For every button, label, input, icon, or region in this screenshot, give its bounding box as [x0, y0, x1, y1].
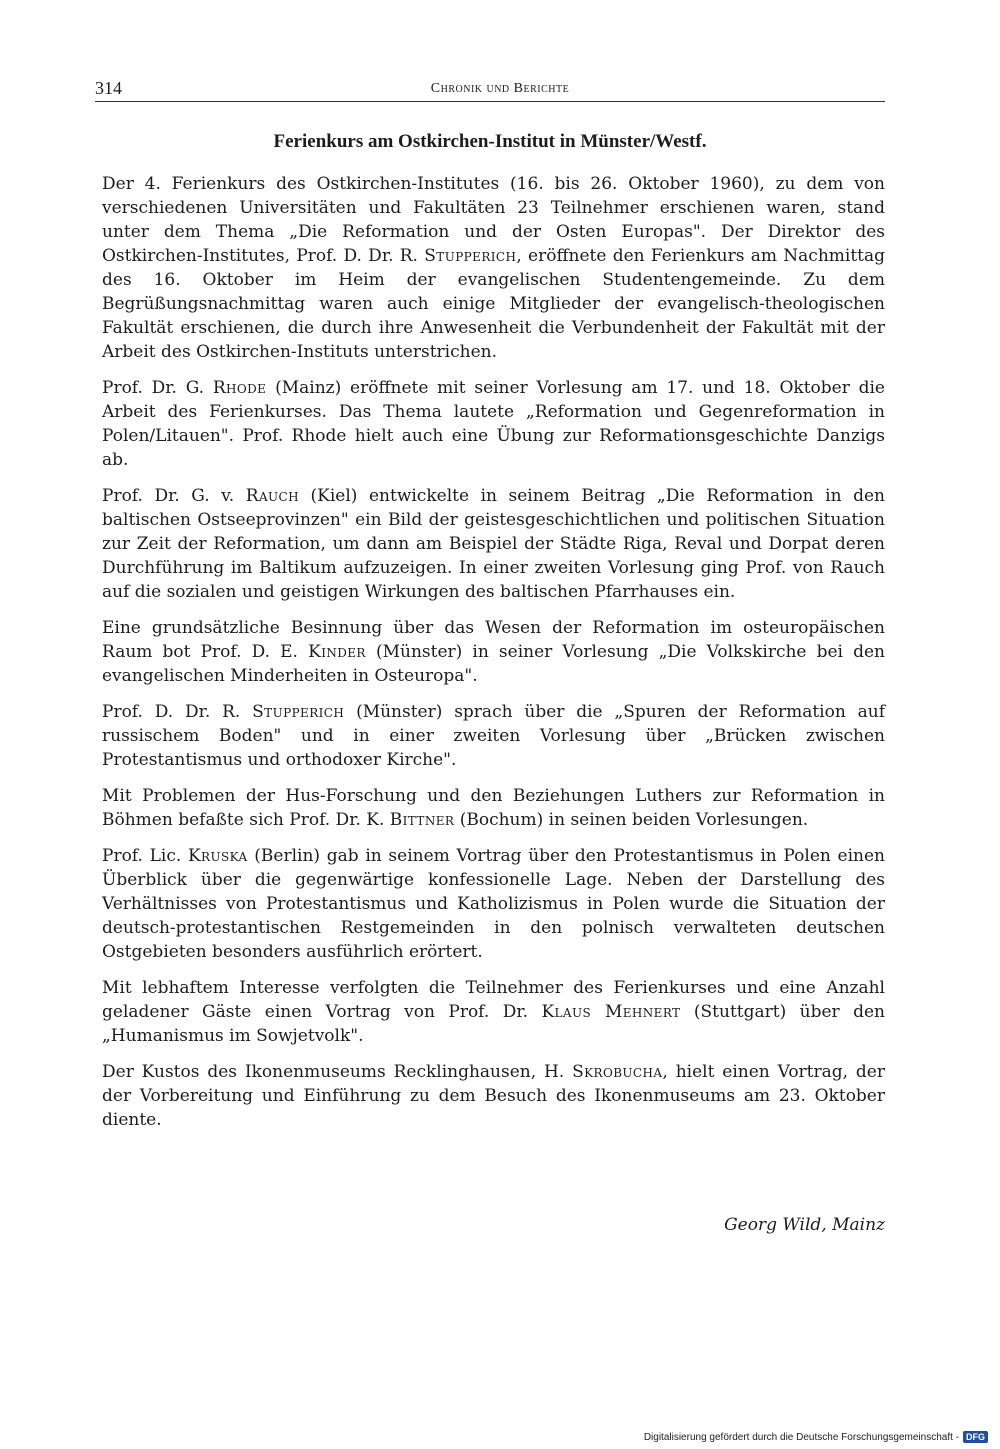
header-rule [95, 101, 885, 102]
page-header [95, 78, 885, 102]
paragraph [102, 172, 885, 364]
paragraph-text: Der 4. Ferienkurs des Ostkirchen-Institutes (16. bis 26. Oktober 1960), zu dem von verschiedenen Universitäten und Fakultäten 23 Teilnehmer erschienen waren, stand unter dem Thema „Die Reformation und der Osten Europas". Der Direktor des Ostkirchen-Institutes, Prof. D. Dr. R. [102, 174, 885, 266]
paragraph [102, 376, 885, 472]
person-name: Skrobucha [572, 1062, 663, 1082]
person-name: Klaus Mehnert [541, 1002, 681, 1022]
paragraph-text: , hielt einen Vortrag, der der Vorbereitung und Einführung zu dem Besuch des Ikonenmuseums am 23. Oktober diente. [102, 1062, 885, 1130]
paragraph-text: Prof. D. Dr. R. [102, 702, 253, 722]
paragraph [102, 976, 885, 1048]
paragraph [102, 616, 885, 688]
person-name: Stupperich [424, 246, 517, 266]
person-name: Bittner [389, 810, 455, 830]
person-name: Rauch [245, 486, 299, 506]
page-footer [644, 1431, 988, 1443]
paragraph [102, 484, 885, 604]
paragraph-text: Mit Problemen der Hus-Forschung und den Beziehungen Luthers zur Reformation in Böhmen befaßte sich Prof. Dr. K. [102, 786, 885, 830]
paragraph-text: (Mainz) eröffnete mit seiner Vorlesung am 17. und 18. Oktober die Arbeit des Ferienkurses. Das Thema lautete „Reformation und Gegenreformation in Polen/Litauen". Prof. Rhode hielt auch eine Übung zur Reformationsgeschichte Danzigs ab. [102, 378, 885, 470]
paragraph-text: (Münster) in seiner Vorlesung „Die Volkskirche bei den evangelischen Minderheiten in Osteuropa". [102, 642, 885, 686]
paragraph-text: Eine grundsätzliche Besinnung über das Wesen der Reformation im osteuropäischen Raum bot Prof. D. E. [102, 618, 885, 662]
paragraph-text: (Stuttgart) über den „Humanismus im Sowjetvolk". [102, 1002, 886, 1046]
running-head: Chronik und Berichte [430, 81, 570, 96]
article-body [102, 172, 885, 1144]
paragraph-text: Prof. Lic. [102, 846, 188, 866]
article-title: Ferienkurs am Ostkirchen-Institut in Münster/Westf. [273, 131, 707, 152]
paragraph-text: (Berlin) gab in seinem Vortrag über den Protestantismus in Polen einen Überblick über die gegenwärtige konfessionelle Lage. Neben der Darstellung des Verhältnisses von Protestantismus und Katholizismus in Polen wurde die Situation der deutsch-protestantischen Restgemeinden in den polnisch verwalteten deutschen Ostgebieten besonders ausführlich erörtert. [102, 846, 885, 962]
paragraph-text: (Bochum) in seinen beiden Vorlesungen. [454, 810, 809, 830]
paragraph [102, 784, 885, 832]
paragraph-text: Der Kustos des Ikonenmuseums Recklinghausen, H. [102, 1062, 573, 1082]
paragraph-text: Prof. Dr. G. [102, 378, 213, 398]
paragraph-text: Prof. Dr. G. v. [102, 486, 246, 506]
paragraph-text: , eröffnete den Ferienkurs am Nachmittag des 16. Oktober im Heim der evangelischen Studentengemeinde. Zu dem Begrüßungsnachmittag waren auch einige Mitglieder der evangelisch-theologischen Fakultät erschienen, die durch ihre Anwesenheit die Verbundenheit der Fakultät mit der Arbeit des Ostkirchen-Instituts unterstrichen. [102, 246, 885, 362]
author-signature: Georg Wild, Mainz [724, 1215, 885, 1235]
person-name: Rhode [212, 378, 267, 398]
person-name: Kinder [308, 642, 366, 662]
funding-credit: Digitalisierung gefördert durch die Deutsche Forschungsgemeinschaft - [643, 1431, 959, 1443]
paragraph-text: (Münster) sprach über die „Spuren der Reformation auf russischem Boden" und in einer zweiten Vorlesung über „Brücken zwischen Protestantismus und orthodoxer Kirche". [102, 702, 885, 770]
paragraph [102, 1060, 885, 1132]
dfg-logo: DFG [963, 1431, 988, 1443]
person-name: Kruska [187, 846, 248, 866]
page-number: 314 [95, 78, 122, 98]
paragraph [102, 700, 885, 772]
paragraph [102, 844, 885, 964]
person-name: Stupperich [252, 702, 345, 722]
paragraph-text: (Kiel) entwickelte in seinem Beitrag „Die Reformation in den baltischen Ostseeprovinzen" ein Bild der geistesgeschichtlichen und politischen Situation zur Zeit der Reformation, um dann am Beispiel der Städte Riga, Reval und Dorpat deren Durchführung im Baltikum aufzuzeigen. In einer zweiten Vorlesung ging Prof. von Rauch auf die sozialen und geistigen Wirkungen des baltischen Pfarrhauses ein. [102, 486, 885, 602]
paragraph-text: Mit lebhaftem Interesse verfolgten die Teilnehmer des Ferienkurses und eine Anzahl geladener Gäste einen Vortrag von Prof. Dr. [102, 978, 885, 1022]
